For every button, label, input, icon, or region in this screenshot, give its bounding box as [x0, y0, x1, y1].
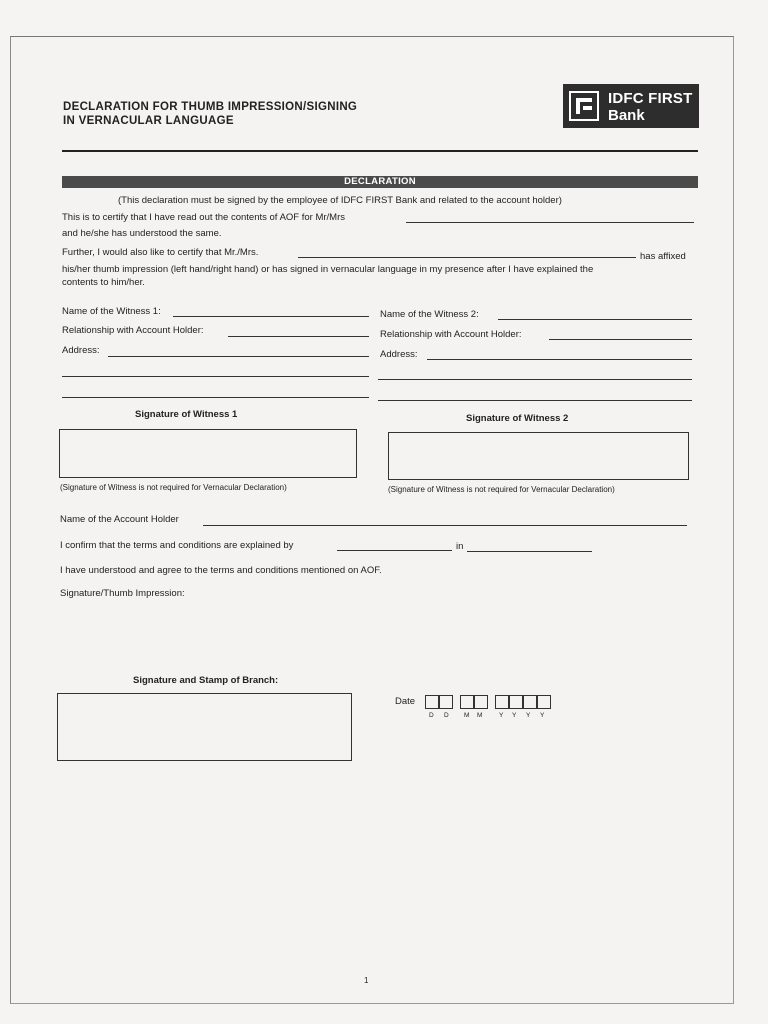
- witness1-signature-note: (Signature of Witness is not required for Vernacular Declaration): [60, 483, 287, 492]
- date-format-y1: Y: [499, 712, 504, 719]
- branch-stamp-box[interactable]: [57, 693, 352, 761]
- confirm-label: I confirm that the terms and conditions are explained by: [60, 540, 294, 551]
- form-title: [63, 100, 357, 128]
- witness2-name-field[interactable]: [498, 319, 692, 320]
- date-day-1[interactable]: [425, 695, 439, 709]
- witness1-address-label: Address:: [62, 345, 100, 356]
- witness1-address-field-2[interactable]: [62, 376, 369, 377]
- explained-by-field[interactable]: [337, 550, 452, 551]
- witness2-relationship-field[interactable]: [549, 339, 692, 340]
- witness1-name-field[interactable]: [173, 316, 369, 317]
- understood-text: and he/she has understood the same.: [62, 228, 222, 239]
- contents-text: contents to him/her.: [62, 277, 145, 288]
- date-label: Date: [395, 696, 416, 707]
- aof-name-field[interactable]: [406, 222, 694, 223]
- date-year-4[interactable]: [537, 695, 551, 709]
- date-year-3[interactable]: [523, 695, 537, 709]
- witness1-signature-title: Signature of Witness 1: [135, 409, 238, 420]
- date-month-1[interactable]: [460, 695, 474, 709]
- witness1-address-field-3[interactable]: [62, 397, 369, 398]
- thumb-impression-label: Signature/Thumb Impression:: [60, 588, 185, 599]
- witness2-address-field-1[interactable]: [427, 359, 692, 360]
- account-holder-label: Name of the Account Holder: [60, 514, 179, 525]
- bank-logo-line-2: Bank: [608, 107, 645, 124]
- witness1-signature-box[interactable]: [59, 429, 357, 478]
- account-holder-field[interactable]: [203, 525, 687, 526]
- certify-name-field[interactable]: [298, 257, 636, 258]
- witness2-relationship-label: Relationship with Account Holder:: [380, 329, 522, 340]
- header-divider: [62, 150, 698, 152]
- thumb-impression-text: his/her thumb impression (left hand/right hand) or has signed in vernacular language in my presence after I have explained the: [62, 264, 594, 275]
- form-title-line-1: DECLARATION FOR THUMB IMPRESSION/SIGNING: [63, 101, 358, 113]
- form-title-line-2: IN VERNACULAR LANGUAGE: [63, 115, 234, 127]
- witness2-address-field-3[interactable]: [378, 400, 692, 401]
- witness1-name-label: Name of the Witness 1:: [62, 306, 161, 317]
- date-format-y2: Y: [512, 712, 517, 719]
- bank-logo-line-1: IDFC FIRST: [608, 90, 693, 107]
- bank-logo-icon: [569, 91, 599, 121]
- date-year-1[interactable]: [495, 695, 509, 709]
- certify-text: This is to certify that I have read out the contents of AOF for Mr/Mrs: [62, 212, 346, 223]
- further-text: Further, I would also like to certify that Mr./Mrs.: [62, 247, 259, 258]
- declaration-band: DECLARATION: [62, 176, 698, 188]
- date-format-d2: D: [444, 712, 450, 719]
- explained-in-field[interactable]: [467, 551, 592, 552]
- date-day-2[interactable]: [439, 695, 453, 709]
- witness2-address-field-2[interactable]: [378, 379, 692, 380]
- agree-text: I have understood and agree to the terms and conditions mentioned on AOF.: [60, 565, 382, 576]
- witness1-relationship-field[interactable]: [228, 336, 369, 337]
- date-format-m2: M: [477, 712, 483, 719]
- has-affixed-text: has affixed: [640, 251, 686, 262]
- date-format-y4: Y: [540, 712, 545, 719]
- date-format-d1: D: [429, 712, 435, 719]
- in-label: in: [456, 541, 464, 552]
- witness1-address-field-1[interactable]: [108, 356, 369, 357]
- date-month-2[interactable]: [474, 695, 488, 709]
- witness2-signature-box[interactable]: [388, 432, 689, 480]
- branch-stamp-title: Signature and Stamp of Branch:: [133, 675, 279, 686]
- witness2-signature-note: (Signature of Witness is not required for Vernacular Declaration): [388, 485, 615, 494]
- witness2-signature-title: Signature of Witness 2: [466, 413, 569, 424]
- declaration-note: (This declaration must be signed by the employee of IDFC FIRST Bank and related to the account holder): [118, 195, 562, 206]
- page-number: 1: [364, 976, 369, 985]
- bank-logo: [563, 84, 699, 128]
- witness2-name-label: Name of the Witness 2:: [380, 309, 479, 320]
- date-year-2[interactable]: [509, 695, 523, 709]
- witness2-address-label: Address:: [380, 349, 418, 360]
- date-format-m1: M: [464, 712, 470, 719]
- witness1-relationship-label: Relationship with Account Holder:: [62, 325, 204, 336]
- date-format-y3: Y: [526, 712, 531, 719]
